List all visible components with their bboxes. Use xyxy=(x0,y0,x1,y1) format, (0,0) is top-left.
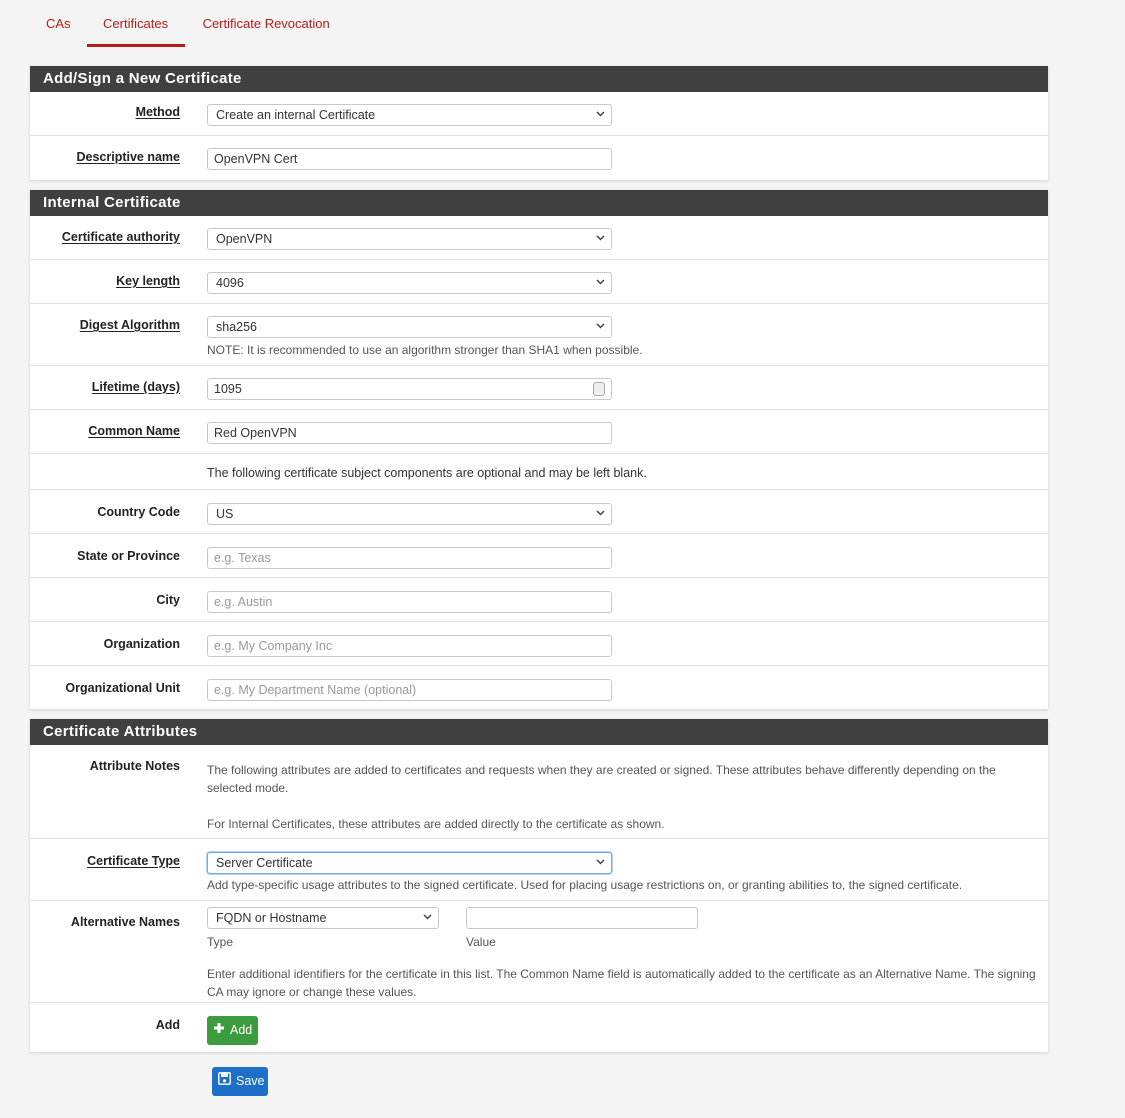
ca-select[interactable] xyxy=(207,228,612,250)
cert-type-select[interactable] xyxy=(207,852,612,874)
chevron-down-icon xyxy=(596,853,605,865)
tab-cas[interactable]: CAs xyxy=(46,16,71,31)
method-label: Method xyxy=(135,105,180,119)
add-button[interactable] xyxy=(207,1016,258,1045)
panel-attributes xyxy=(30,719,1048,1052)
org-input[interactable]: e.g. My Company Inc xyxy=(207,635,612,657)
alt-value-input[interactable] xyxy=(466,907,698,929)
panel-title: Certificate Attributes xyxy=(30,719,1048,745)
row-attr-notes xyxy=(30,745,1048,839)
alt-note: Enter additional identifiers for the certificate in this list. The Common Name field is automatically added to the certificate as an Alternative Name. The signing CA may ignore or change these values. xyxy=(207,967,1036,999)
state-input[interactable]: e.g. Texas xyxy=(207,547,612,569)
ca-value: OpenVPN xyxy=(216,232,273,246)
alt-type-select[interactable] xyxy=(207,907,439,929)
ca-label: Certificate authority xyxy=(61,230,180,244)
row-add xyxy=(30,1003,1048,1052)
method-value: Create an internal Certificate xyxy=(216,108,376,122)
attr-notes-text2: For Internal Certificates, these attributes are added directly to the certificate as shown. xyxy=(207,817,665,831)
attr-notes-label: Attribute Notes xyxy=(89,759,180,773)
digest-select[interactable] xyxy=(207,316,612,338)
row-org xyxy=(30,622,1048,666)
row-lifetime xyxy=(30,366,1048,410)
country-value: US xyxy=(216,507,234,521)
keylen-label: Key length xyxy=(116,274,180,288)
tab-certificate-revocation[interactable]: Certificate Revocation xyxy=(202,16,330,31)
panel-internal xyxy=(30,190,1048,709)
lifetime-value: 1095 xyxy=(214,382,242,396)
ou-label: Organizational Unit xyxy=(65,681,180,695)
alt-type-caption: Type xyxy=(207,935,234,949)
row-state xyxy=(30,534,1048,578)
row-descr xyxy=(30,136,1048,180)
add-label: Add xyxy=(155,1018,180,1032)
city-input[interactable]: e.g. Austin xyxy=(207,591,612,613)
chevron-down-icon xyxy=(423,908,432,920)
row-digest xyxy=(30,304,1048,366)
row-country xyxy=(30,490,1048,534)
lifetime-input[interactable] xyxy=(207,378,612,400)
state-label: State or Province xyxy=(77,549,180,563)
plus-icon xyxy=(213,1016,225,1045)
keylen-value: 4096 xyxy=(216,276,244,290)
spinner-icon[interactable] xyxy=(593,382,605,396)
tab-certificates[interactable]: Certificates xyxy=(87,0,185,47)
row-ca xyxy=(30,216,1048,260)
chevron-down-icon xyxy=(596,105,605,117)
digest-label: Digest Algorithm xyxy=(79,318,180,332)
add-button-label: Add xyxy=(230,1023,253,1037)
row-ou xyxy=(30,666,1048,710)
row-city xyxy=(30,578,1048,622)
floppy-disk-icon xyxy=(218,1067,231,1096)
optional-note: The following certificate subject components are optional and may be left blank. xyxy=(207,466,647,480)
alt-names-label: Alternative Names xyxy=(70,915,180,929)
cn-label: Common Name xyxy=(88,424,180,438)
cert-type-value: Server Certificate xyxy=(216,856,313,870)
alt-type-value: FQDN or Hostname xyxy=(216,911,327,925)
row-method xyxy=(30,92,1048,136)
lifetime-label: Lifetime (days) xyxy=(91,380,180,394)
save-button-label: Save xyxy=(236,1074,265,1088)
city-label: City xyxy=(156,593,180,607)
row-optional-note xyxy=(30,454,1048,490)
country-label: Country Code xyxy=(97,505,180,519)
attr-notes-text1: The following attributes are added to certificates and requests when they are created or signed. These attributes behave differently depending on the selected mode. xyxy=(207,763,996,795)
panel-title: Internal Certificate xyxy=(30,190,1048,216)
country-select[interactable] xyxy=(207,503,612,525)
cn-input[interactable]: Red OpenVPN xyxy=(207,422,612,444)
row-alt-names xyxy=(30,901,1048,1003)
panel-title: Add/Sign a New Certificate xyxy=(30,66,1048,92)
tab-bar xyxy=(30,0,346,47)
chevron-down-icon xyxy=(596,273,605,285)
cert-type-label: Certificate Type xyxy=(87,854,180,868)
row-cert-type xyxy=(30,839,1048,901)
ou-input[interactable]: e.g. My Department Name (optional) xyxy=(207,679,612,701)
org-label: Organization xyxy=(103,637,180,651)
keylen-select[interactable] xyxy=(207,272,612,294)
chevron-down-icon xyxy=(596,504,605,516)
row-cn xyxy=(30,410,1048,454)
descr-input[interactable]: OpenVPN Cert xyxy=(207,148,612,170)
method-select[interactable] xyxy=(207,104,612,126)
digest-value: sha256 xyxy=(216,320,258,334)
chevron-down-icon xyxy=(596,317,605,329)
save-button[interactable] xyxy=(212,1067,268,1096)
alt-value-caption: Value xyxy=(466,935,496,949)
digest-note: NOTE: It is recommended to use an algorithm stronger than SHA1 when possible. xyxy=(207,343,643,357)
chevron-down-icon xyxy=(596,229,605,241)
panel-add-sign xyxy=(30,66,1048,180)
descr-label: Descriptive name xyxy=(76,150,180,164)
row-keylen xyxy=(30,260,1048,304)
cert-type-note: Add type-specific usage attributes to the signed certificate. Used for placing usage restrictions on, or granting abilities to, the signed certificate. xyxy=(207,878,963,892)
